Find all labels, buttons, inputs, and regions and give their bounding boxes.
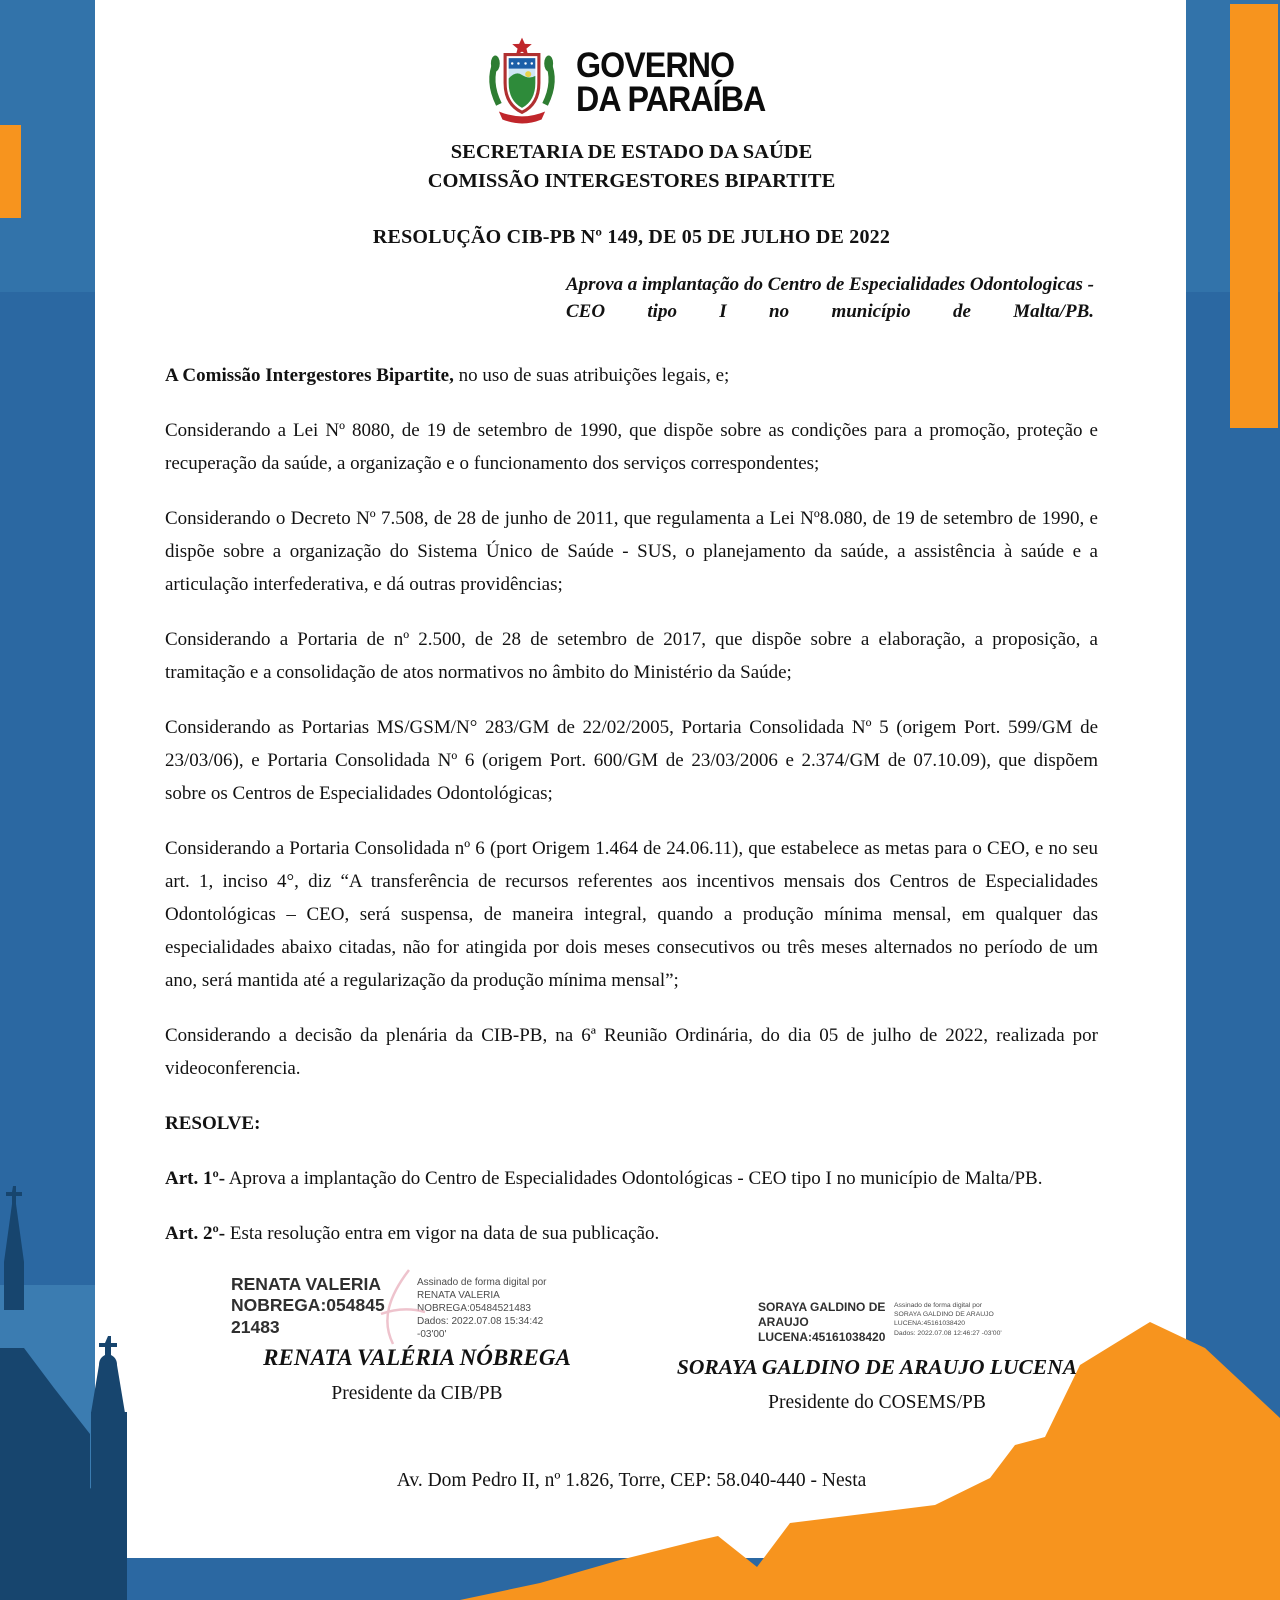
resolution-body <box>165 359 1098 1250</box>
article-1-text: Aprova a implantação do Centro de Especialidades Odontológicas - CEO tipo I no município de Malta/PB. <box>225 1168 1043 1189</box>
considerando-paragraph: Considerando as Portarias MS/GSM/N° 283/GM de 22/02/2005, Portaria Consolidada Nº 5 (origem Port. 599/GM de 23/03/06), e Portaria Consolidada Nº 6 (origem Port. 600/GM de 23/03/2006 e 2.374/GM de 07.10.09), que dispõem sobre os Centros de Especialidades Odontológicas; <box>165 717 1098 804</box>
digital-note-line: RENATA VALERIA <box>417 1290 500 1301</box>
digital-id-line: SORAYA GALDINO DE <box>758 1300 886 1314</box>
article-2-label: Art. 2º- <box>165 1223 226 1244</box>
signatory-name: SORAYA GALDINO DE ARAUJO LUCENA <box>676 1355 1078 1379</box>
paraiba-coat-of-arms-icon <box>482 36 562 130</box>
deco-orange-mountain <box>0 1300 1280 1600</box>
digital-id-line: ARAUJO <box>758 1315 809 1329</box>
deco-orange-bar-right <box>1230 4 1278 428</box>
article-2-text: Esta resolução entra em vigor na data de sua publicação. <box>225 1223 660 1244</box>
digital-id-line: NOBREGA:054845 <box>231 1295 385 1316</box>
digital-note-line: Dados: 2022.07.08 12:46:27 -03'00' <box>894 1329 1002 1337</box>
considerando-paragraph: Considerando a Portaria Consolidada nº 6 (port Origem 1.464 de 24.06.11), que estabelece as metas para o CEO, e no seu art. 1, inciso 4°, diz “A transferência de recursos referentes aos incentivos mensais dos Centros de Especialidades Odontológicas – CEO, será suspensa, de maneira integral, quando a produção mínima mensal, em qualquer das especialidades abaixo citadas, não for atingida por dois meses consecutivos ou três meses alternados no período de um ano, será mantida até a regularização da produção mínima mensal”; <box>165 838 1098 991</box>
signatory-role: Presidente do COSEMS/PB <box>768 1392 986 1413</box>
opening-paragraph <box>165 359 1098 392</box>
digital-note-line: LUCENA:45161038420 <box>894 1320 966 1328</box>
signatory-name: RENATA VALÉRIA NÓBREGA <box>263 1345 571 1370</box>
signatory-role: Presidente da CIB/PB <box>331 1383 503 1404</box>
org-name-line1: SECRETARIA DE ESTADO DA SAÚDE <box>450 141 813 163</box>
digital-note-line: Dados: 2022.07.08 15:34:42 <box>417 1316 544 1327</box>
wordmark-line1: GOVERNO <box>575 46 734 86</box>
wordmark <box>575 46 765 119</box>
opening-bold: A Comissão Intergestores Bipartite, <box>165 365 454 386</box>
opening-rest: no uso de suas atribuições legais, e; <box>453 365 730 386</box>
considerando-paragraph: Considerando a Portaria de nº 2.500, de 28 de setembro de 2017, que dispõe sobre a elaboração, a proposição, a tramitação e a consolidação de atos normativos no âmbito do Ministério da Saúde; <box>165 629 1098 683</box>
wordmark-line2: DA PARAÍBA <box>575 80 765 119</box>
resolution-summary: Aprova a implantação do Centro de Especialidades Odontologicas - CEO tipo I no município de Malta/PB. <box>566 274 1094 322</box>
considerando-paragraph: Considerando a decisão da plenária da CIB-PB, na 6ª Reunião Ordinária, do dia 05 de julho de 2022, realizada por videoconferencia. <box>165 1025 1098 1079</box>
digital-id-line: RENATA VALERIA <box>231 1274 382 1294</box>
considerando-paragraph: Considerando a Lei Nº 8080, de 19 de setembro de 1990, que dispõe sobre as condições para a promoção, proteção e recuperação da saúde, a organização e o funcionamento dos serviços correspondentes; <box>165 420 1098 474</box>
considerando-paragraph: Considerando o Decreto Nº 7.508, de 28 de junho de 2011, que regulamenta a Lei Nº8.080, de 19 de setembro de 1990, e dispõe sobre a organização do Sistema Único de Saúde - SUS, o planejamento da saúde, a assistência à saúde e a articulação interfederativa, e dá outras providências; <box>165 508 1098 595</box>
article-1-label: Art. 1º- <box>165 1168 226 1189</box>
deco-orange-bar-left <box>0 125 21 218</box>
digital-id-line: 21483 <box>231 1316 280 1337</box>
resolution-title: RESOLUÇÃO CIB-PB Nº 149, DE 05 DE JULHO DE 2022 <box>372 226 891 248</box>
digital-note-line: SORAYA GALDINO DE ARAUJO <box>894 1311 994 1319</box>
digital-note-line: Assinado de forma digital por <box>894 1302 983 1309</box>
org-name-line2: COMISSÃO INTERGESTORES BIPARTITE <box>427 170 836 192</box>
digital-note-line: Assinado de forma digital por <box>417 1277 547 1288</box>
address-footer: Av. Dom Pedro II, nº 1.826, Torre, CEP: 58.040-440 - Nesta <box>396 1470 867 1491</box>
government-logo <box>165 36 1098 130</box>
digital-id-line: LUCENA:45161038420 <box>758 1330 886 1344</box>
resolve-label: RESOLVE: <box>165 1113 261 1134</box>
digital-note-line: NOBREGA:05484521483 <box>417 1303 531 1314</box>
digital-note-line: -03'00' <box>417 1329 447 1340</box>
